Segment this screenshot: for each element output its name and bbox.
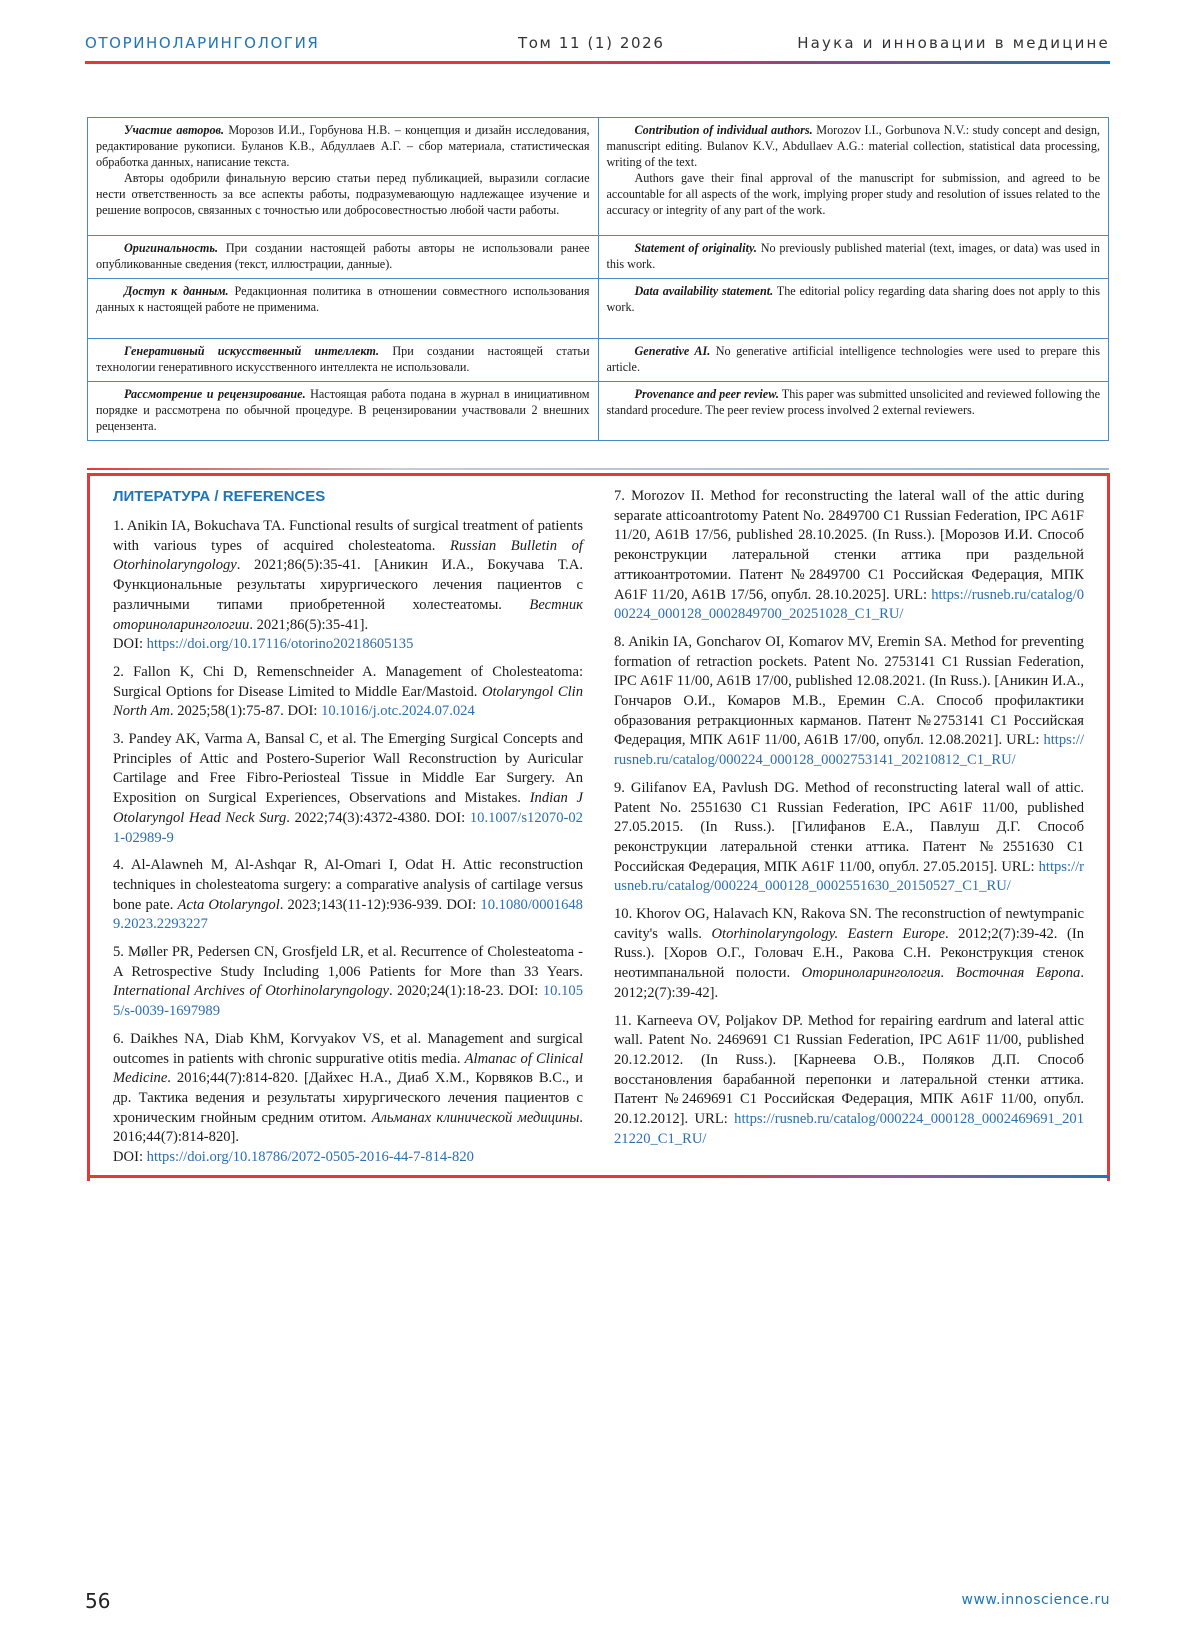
references-title: ЛИТЕРАТУРА / REFERENCES (113, 488, 326, 505)
declaration-en (598, 279, 1109, 339)
page-number: 56 (85, 1589, 111, 1613)
reference-item: 5. Møller PR, Pedersen CN, Grosfjeld LR, et al. Recurrence of Cholesteatoma - A Retrospective Study Including 1,006 Patients for More than 33 Years. International Archives of Otorhinolaryngology. 2020;24(1):18-23. DOI: 10.1055/s-0039-1697989 (113, 944, 583, 1020)
reference-item: 2. Fallon K, Chi D, Remenschneider A. Management of Cholesteatoma: Surgical Options for Disease Limited to Middle Ear/Mastoid. Otolaryngol Clin North Am. 2025;58(1):75-87. DOI: 10.1016/j.otc.2024.07.024 (113, 663, 583, 720)
declaration-label: Generative AI. (634, 344, 711, 358)
declaration-text: Morozov I.I., Gorbunova N.V.: study concept and design, manuscript editing. Bulanov K.V., Abdullaev A.G.: material collection, statistical data processing, writing of the text. (606, 123, 1100, 169)
reference-link[interactable]: 10.1080/00016489.2023.2293227 (113, 896, 583, 933)
reference-link[interactable]: 10.1016/j.otc.2024.07.024 (321, 703, 475, 720)
declaration-text: Редакционная политика в отношении совместного использования данных к настоящей работе не применима. (96, 284, 590, 314)
reference-item: 4. Al-Alawneh M, Al-Ashqar R, Al-Omari I, Odat H. Attic reconstruction techniques in cholesteatoma surgery: a comparative analysis of cartilage versus bone pate. Acta Otolaryngol. 2023;143(11-12):936-939. DOI: 10.1080/00016489.2023.2293227 (113, 857, 583, 933)
declaration-label: Statement of originality. (634, 241, 757, 255)
references-column-right (614, 487, 1084, 1158)
declaration-ru (88, 382, 599, 441)
declaration-text: No previously published material (text, images, or data) was used in this work. (606, 241, 1100, 271)
declaration-ru (88, 279, 599, 339)
declaration-label: Data availability statement. (634, 284, 774, 298)
journal-title: Наука и инновации в медицине (797, 34, 1110, 52)
declaration-row-peer-review (88, 382, 1109, 441)
reference-item: 10. Khorov OG, Halavach KN, Rakova SN. The reconstruction of newtympanic cavity's walls. Otorhinolaryngology. Eastern Europe. 2012;2(7):39-42. (In Russ.). [Хоров О.Г., Головач Е.Н., Ракова С.Н. Реконструкция стенок неотимпанальной полости. Оториноларингология. Восточная Европа. 2012;2(7):39-42]. (614, 906, 1084, 1001)
journal-volume: Том 11 (1) 2026 (518, 34, 665, 52)
declaration-ru (88, 236, 599, 279)
reference-link[interactable]: https://rusneb.ru/catalog/000224_000128_0002849700_20251028_C1_RU/ (614, 586, 1084, 623)
declaration-text: The editorial policy regarding data sharing does not apply to this work. (606, 284, 1100, 314)
declaration-row-data-access (88, 279, 1109, 339)
declaration-text: При создании настоящей статьи технологии генеративного искусственного интеллекта не использовали. (96, 344, 590, 374)
reference-link[interactable]: https://rusneb.ru/catalog/000224_000128_0002551630_20150527_C1_RU/ (614, 858, 1084, 895)
declaration-text: No generative artificial intelligence technologies were used to prepare this article. (606, 344, 1100, 374)
reference-link[interactable]: 10.1055/s-0039-1697989 (113, 983, 583, 1020)
declaration-en (598, 382, 1109, 441)
reference-item: 9. Gilifanov EA, Pavlush DG. Method of reconstructing lateral wall of attic. Patent No. 2551630 C1 Russian Federation, IPC A61F 11/00, published 27.05.2015. (In Russ.). [Гилифанов Е.А., Павлуш Д.Г. Способ реконструкции латеральной стенки аттика. Патент №2551630 C1 Российская Федерация, МПК A61F 11/00, опубл. 27.05.2015]. URL: https://rusneb.ru/catalog/000224_000128_0002551630_20150527_C1_RU/ (614, 779, 1084, 895)
declaration-label: Доступ к данным. (124, 284, 229, 298)
declaration-ru (88, 118, 599, 236)
declarations-table (87, 117, 1109, 441)
reference-item: 11. Karneeva OV, Poljakov DP. Method for repairing eardrum and lateral attic wall. Patent No. 2469691 C1 Russian Federation, IPC A61F 11/00, published 20.12.2012. (In Russ.). [Карнеева О.В., Поляков Д.П. Способ восстановления барабанной перепонки и латеральной стенки аттика. Патент №2469691 C1 Российская Федерация, МПК A61F 11/00, опубл. 20.12.2012]. URL: https://rusneb.ru/catalog/000224_000128_0002469691_20121220_C1_RU/ (614, 1012, 1084, 1147)
website-link[interactable]: www.innoscience.ru (961, 1592, 1110, 1608)
reference-link[interactable]: 10.1007/s12070-021-02989-9 (113, 809, 583, 846)
declaration-text: This paper was submitted unsolicited and reviewed following the standard procedure. The peer review process involved 2 external reviewers. (606, 387, 1100, 417)
declarations-divider (87, 468, 1109, 470)
declaration-en (598, 339, 1109, 382)
declaration-label: Оригинальность. (124, 241, 219, 255)
declaration-en (598, 118, 1109, 236)
reference-item: 1. Anikin IA, Bokuchava TA. Functional results of surgical treatment of patients with various types of acquired cholesteatoma. Russian Bulletin of Otorhinolaryngology. 2021;86(5):35-41. [Аникин И.А., Бокучава Т.А. Функциональные результаты хирургического лечения пациентов с различными типами приобретенной холестеатомы. Вестник оториноларингологии. 2021;86(5):35-41]. DOI: https://doi.org/10.17116/otorino20218605135 (113, 518, 583, 653)
reference-item: 7. Morozov II. Method for reconstructing the lateral wall of the attic during separate atticoantrotomy Patent No. 2849700 C1 Russian Federation, IPC A61F 11/20, A61B 17/56, published 28.10.2025. (In Russ.). [Морозов И.И. Способ реконструкции латеральной стенки аттика при раздельной аттикоантротомии. Патент №2849700 C1 Российская Федерация, МПК A61F 11/20, A61B 17/56, опубл. 28.10.2025]. URL: https://rusneb.ru/catalog/000224_000128_0002849700_20251028_C1_RU/ (614, 488, 1084, 623)
journal-section: ОТОРИНОЛАРИНГОЛОГИЯ (85, 34, 320, 52)
declaration-text: Настоящая работа подана в журнал в инициативном порядке и рассмотрена по обычной процедуре. В рецензировании участвовали 2 внешних рецензента. (96, 387, 590, 433)
declaration-label: Генеративный искусственный интеллект. (124, 344, 380, 358)
declaration-text: Авторы одобрили финальную версию статьи перед публикацией, выразили согласие нести ответственность за все аспекты работы, подразумевающую надлежащее изучение и решение вопросов, связанных с точностью или добросовестностью любой части работы. (96, 171, 590, 217)
declaration-en (598, 236, 1109, 279)
reference-link[interactable]: https://doi.org/10.18786/2072-0505-2016-44-7-814-820 (146, 1149, 474, 1166)
declaration-label: Участие авторов. (124, 123, 225, 137)
declaration-row-contribution (88, 118, 1109, 236)
declaration-label: Provenance and peer review. (634, 387, 779, 401)
reference-item: 6. Daikhes NA, Diab KhM, Korvyakov VS, et al. Management and surgical outcomes in patients with chronic suppurative otitis media. Almanac of Clinical Medicine. 2016;44(7):814-820. [Дайхес Н.А., Диаб Х.М., Корвяков В.С., и др. Тактика ведения и результаты хирургического лечения пациентов с хроническим гнойным средним отитом. Альманах клинической медицины. 2016;44(7):814-820]. DOI: https://doi.org/10.18786/2072-0505-2016-44-7-814-820 (113, 1030, 583, 1166)
declaration-ru (88, 339, 599, 382)
declaration-label: Contribution of individual authors. (634, 123, 813, 137)
declaration-row-generative-ai (88, 339, 1109, 382)
header-divider (85, 61, 1110, 64)
reference-link[interactable]: https://doi.org/10.17116/otorino20218605135 (146, 636, 414, 653)
declaration-row-originality (88, 236, 1109, 279)
declaration-text: При создании настоящей работы авторы не использовали ранее опубликованные сведения (текст, иллюстрации, данные). (96, 241, 590, 271)
declaration-label: Рассмотрение и рецензирование. (124, 387, 306, 401)
reference-link[interactable]: https://rusneb.ru/catalog/000224_000128_0002753141_20210812_C1_RU/ (614, 732, 1084, 769)
reference-item: 8. Anikin IA, Goncharov OI, Komarov MV, Eremin SA. Method for preventing formation of retraction pockets. Patent No. 2753141 C1 Russian Federation, IPC A61F 11/00, A61B 17/00, published 12.08.2021. (In Russ.). [Аникин И.А., Гончаров О.И., Комаров М.В., Еремин С.А. Способ профилактики образования ретракционных карманов. Патент №2753141 C1 Российская Федерация, МПК A61F 11/00, A61B 17/00, опубл. 12.08.2021]. URL: https://rusneb.ru/catalog/000224_000128_0002753141_20210812_C1_RU/ (614, 633, 1084, 769)
reference-item: 3. Pandey AK, Varma A, Bansal C, et al. The Emerging Surgical Concepts and Principles of Attic and Postero-Superior Wall Reconstruction by Auricular Cartilage and Free Fibro-Periosteal Tissue in Middle Ear Surgery. An Exposition on Surgical Experiences, Observations and Mistakes. Indian J Otolaryngol Head Neck Surg. 2022;74(3):4372-4380. DOI: 10.1007/s12070-021-02989-9 (113, 731, 583, 846)
declaration-text: Authors gave their final approval of the manuscript for submission, and agreed to be accountable for all aspects of the work, implying proper study and resolution of issues related to the accuracy or integrity of any part of the work. (606, 171, 1100, 217)
declaration-text: Морозов И.И., Горбунова Н.В. – концепция и дизайн исследования, редактирование рукописи. Буланов К.В., Абдуллаев А.Г. – сбор материала, статистическая обработка данных, написание текста. (96, 123, 590, 169)
reference-link[interactable]: https://rusneb.ru/catalog/000224_000128_0002469691_20121220_C1_RU/ (614, 1111, 1084, 1147)
references-column-left (113, 517, 583, 1176)
